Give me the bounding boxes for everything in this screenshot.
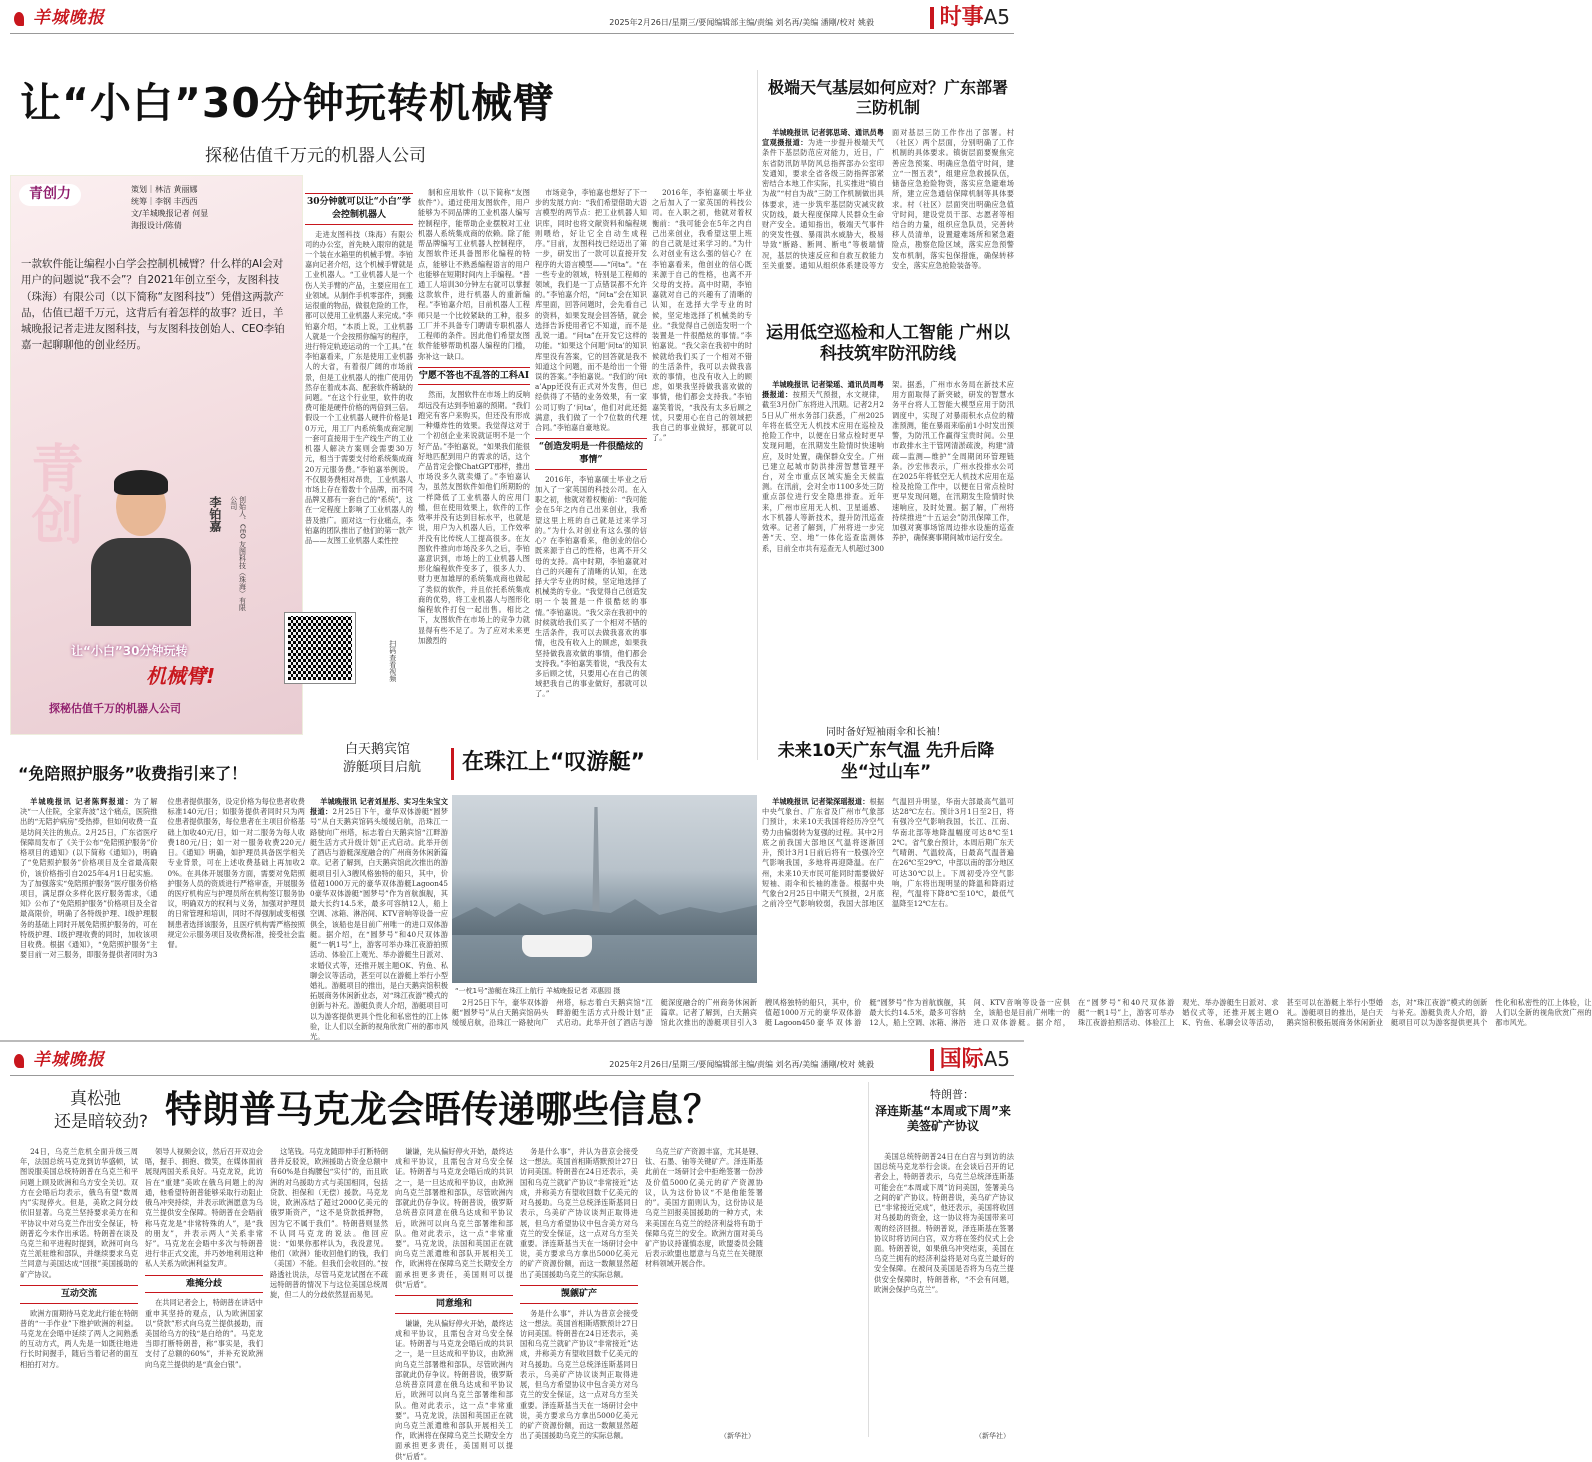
intl-col-2: 领导人视频会议，然后召开双边会晤，握手、拥抱、微笑，在媒体面前展现两国关系良好。马克龙说，此访旨在“重建”美欧在俄乌问题上的沟通，他希望特朗普能够采取行动阻止俄乌冲突持续，并表示欧洲愿意为乌克兰提供安全保障。特朗普在会晤前称马克龙是“非常特殊的人”，是“我的朋友”，并表示两人“关系非常好”。马克龙在会晤中多次与特朗普进行非正式交流，并巧妙地利用这种私人关系为欧洲利益发声。 难掩分歧 在共同记者会上，特朗普在讲话中重申其坚持的观点，认为欧洲国家以“贷款”形式向乌克兰提供援助，而美国给乌方的钱“是白给的”。马克龙当即打断特朗普，称“事实是，我们支付了总额的60%”，并补充说欧洲向乌克兰提供的是“真金白银”。 — [145, 1147, 263, 1369]
tour-caption: “一枕1号”游艇在珠江上航行 羊城晚报记者 邓惠园 摄 — [455, 987, 621, 995]
flood-headline: 极端天气基层如何应对？广东部署三防机制 — [767, 78, 1008, 117]
intl-col-3: 这笔钱。马克龙随即伸手打断特朗普并反驳说，欧洲援助占资金总额中有60%是自掏腰包“实付”的，而且欧洲的对乌援助方式与美国相同，包括贷款、担保和（无偿）援款。马克龙说，欧洲冻结了超过2000亿美元的俄罗斯资产，“这不是贷款抵押物，因为它不属于我们”。特朗普则显然不认同马克龙的说法。他回应说：“如果你那样认为，我没意见。他们（欧洲）能收回他们的钱，我们（美国）不能。但我们会收回的。”按路透社说法，尽管马克龙试图在不疏远特朗普的情况下与这位美国总统周旋，但二人的分歧依然显而易见。 — [270, 1147, 388, 1300]
flame-icon — [14, 12, 24, 26]
side-kicker: 特朗普： — [930, 1088, 974, 1101]
right-divider — [757, 70, 758, 760]
intl-headline: 特朗普马克龙会晤传递哪些信息？ — [165, 1088, 720, 1131]
newspaper-logo-2: 羊城晚报 — [14, 1050, 105, 1071]
lead-poster — [10, 175, 303, 735]
intl-sign: （新华社） — [720, 1432, 755, 1440]
person-body — [91, 538, 191, 626]
masthead-bottom — [10, 1046, 1014, 1076]
masthead-info: 2025年2月26日/星期三/要闻编辑部主编/责编 刘名再/美编 潘剛/校对 姚毅 — [609, 18, 874, 27]
intl-col-1: 24日，乌克兰危机全面升级三周年，法国总统马克龙到访华盛顿，试图说服美国总统特朗普在乌克兰和平问题上顾及欧洲和乌方安全关切。双方在会晤后均表示，俄乌有望“数周内”实现停火。但是，美欧之间分歧依旧显著。乌克兰坚持要求美方在和平协议中对乌克兰作出安全保证，特朗普迄今未作出承诺。特朗普在谈及乌克兰和平进程时提到，欧洲可向乌克兰派驻维和部队，并继续要求乌克兰同意与美国达成“回报”美国援助的矿产协议。 互动交流 欧洲方面期待马克龙此行能在特朗普的“一手作业”下维护欧洲的利益。马克龙在会晤中延续了两人之间熟悉的互动方式，两人先是一如既往地进行长时间握手，随后当着记者的面互相拍打对方。 — [20, 1147, 138, 1369]
intl-col-6: 乌克兰矿产资源丰富，尤其是锂、钛、石墨、铀等关键矿产。泽连斯基此前在一场研讨会中拒绝签署一份涉及价值5000亿美元的矿产资源协议，认为这份协议“不是他能签署的”。美国方面则认为，这份协议是乌克兰回报美国援助的一种方式，未来美国在乌克兰的经济利益将有助于保障乌克兰的安全。欧洲方面对美乌矿产协议持谨慎态度，欧盟委员会随后表示欧盟也愿意与乌克兰在关键原材料领域开展合作。 — [645, 1147, 763, 1269]
intl-col-4: 谦谦，先从偏好停火开始，最终达成和平协议，且需包含对乌安全保证。特朗普与马克龙会晤后成的共识之一，是一旦达成和平协议，由欧洲向乌克兰部署维和部队，尽管欧洲内部就此仍存争议。特朗普说，俄罗斯总统普京同意在俄乌达成和平协议后，欧洲可以向乌克兰部署维和部队。他对此表示，这一点“非常重要”。马克龙说，法国和英国正在就向乌克兰派遣维和部队开展相关工作，欧洲将在保障乌克兰长期安全方面承担更多责任，美国则可以提供“后盾”。 同意维和 谦谦，先从偏好停火开始，最终达成和平协议，且需包含对乌安全保证。特朗普与马克龙会晤后成的共识之一，是一旦达成和平协议，由欧洲向乌克兰部署维和部队，尽管欧洲内部就此仍存争议。特朗普说，俄罗斯总统普京同意在俄乌达成和平协议后，欧洲可以向乌克兰部署维和部队。他对此表示，这一点“非常重要”。马克龙说，法国和英国正在就向乌克兰派遣维和部队开展相关工作，欧洲将在保障乌克兰长期安全方面承担更多责任，美国则可以提供“后盾”。 — [395, 1147, 513, 1461]
credits: 策划｜林洁 黄丽娜 统筹｜李钢 丰西西 文/羊城晚报记者 何显 海报设计/陈倩 — [131, 185, 209, 230]
tour-kicker-1: 白天鹅宾馆 — [345, 742, 411, 757]
tour-photo — [452, 795, 757, 983]
lead-subhead: 探秘估值千万元的机器人公司 — [205, 146, 426, 166]
tour-headline-bar — [451, 748, 454, 780]
lead-col-2: 制和应用软件（以下简称“友图软件”）。通过使用友图软件，用户能够为不同品牌的工业机器人编写控制程序，能帮助企业摆脱对工业机器人系统集成商的依赖。除了能帮品牌编写工业机器人控制程序，友图软件还具备图形化编程的特点，能够让不熟悉编程语言的用户也能够在短期时间内上手编程。“普通工人培训30分钟左右就可以掌握这款软件，进行机器人的重新编程。”李铂嘉介绍，目前机器人工程师只是一个比较紧缺的工种，很多工厂并不具备专门聘请专职机器人工程师的条件。因此他们希望友图软件能够帮助机器人编程的门槛，弥补这一缺口。 宁愿不答也不乱答的工科AI 然而，友图软件在市场上的反响却远没有达到李铂嘉的预期。“我们跑完有客户来购买，但还没有形成一种爆炸性的效果。我觉得这对于一个初创企业来说就证明不是一个好产品。”李铂嘉说，“如果我们能很好地匹配到用户的需求的话，这个产品肯定会像ChatGPT那样，推出市场没多久就卖爆了。”李铂嘉认为，虽然友图软件如他们所期盼的一样降低了工业机器人的应用门槛，但在使用效果上，软件的工作效率并没有达到目标水平，也就是说，用户为入机器人后，工作效率并没有比传统人工提高很多。在友图软件推向市场没多久之后，李铂嘉意识到，市场上的工业机器人图形化编程软件变多了，很多人力、财力更加雄厚的系统集成商也做起了类似的软件，并且依托系统集成商的优势，将工业机器人与图形化编程软件打包一起出售。相比之下，友图软件在市场上的竞争力就显得有些不足了。为了应对未来更加激烈的 — [418, 188, 530, 645]
intl-sub-b: 难掩分歧 — [145, 1275, 263, 1294]
intl-sub-a: 互动交流 — [20, 1285, 138, 1304]
side-divider — [868, 1082, 869, 1437]
tour-body-2: 2月25日下午，豪华双体游艇“圆梦号”从白天鹅宾馆码头缓缓启航，沿珠江一路驶向广州塔，标志着白天鹅宾馆“江畔游艇生活方式升级计划”正式启动。此举开创了酒店与游艇深度融合的广州商务休闲新篇章。记者了解到，白天鹅宾馆此次推出的游艇项目引入3艘风格独特的船只，其中，价值超1000万元的豪华双体游艇Lagoon450豪华双体游艇“圆梦号”作为首航旗舰，其最大长约14.5米，最多可容纳12人，船上空调、冰箱、淋浴间、KTV音响等设备一应俱全，该船也是目前广州唯一的进口双体游艇。据介绍，在“圆梦号”和40尺双体游艇“一帆1号”上，游客可举办珠江夜游拍照活动、体验江上观光、举办游艇生日派对、求婚仪式等，还推开展主题OK、钓鱼、私聊会议等活动，甚至可以在游艇上举行小型婚礼。游艇项目的推出，是白天鹅宾馆积极拓展商务休闲新业态，对“珠江夜游”模式的创新与补充。游艇负责人介绍，游艇项目可以为游客提供更具个性化和私密性的江上体验，让人们以全新的视角欣赏广州的都市风光。 — [452, 998, 1592, 1028]
yacht-shape — [522, 935, 592, 957]
weather-kicker: 同时备好短袖雨伞和长袖！ — [826, 727, 946, 738]
poster-slogan-2: 机械臂! — [146, 664, 216, 688]
section-label-2: 国际A5 — [930, 1046, 1010, 1074]
poster-slogan-1: 让“小白”30分钟玩转 — [71, 644, 188, 658]
lead-sub-3: “创造发明是一件很酷炫的事情” — [535, 438, 647, 470]
weather-headline: 未来10天广东气温 先升后降坐“过山车” — [777, 741, 995, 783]
skyline-shape — [452, 895, 757, 935]
poster-name: 李铂嘉 — [208, 496, 222, 532]
lead-col-3: 市场竞争，李铂嘉也想好了下一步的发展方向：“我们希望借助大语言模型的两节点：把工业机器人知识库，同时也将文献资料和编程规则喂给，好让它全自动生成程序。”目前，友图科技已经迈出了第一步，研发出了一款可以直接开发程序的大语言模型——“问ta”。“在一些专业的领域，特别是工程师的领域，我们是一丁点错误都不允许的。”李铂嘉介绍，“问ta”会在知识库里面，回答问题时，会先看自己的资料，如果发现会回答错，就会选择告诉使用者它不知道，而不是乱说一通。“问ta”在开发它这样的功能。“如果这个问题‘问ta’的知识库里没有答案，它的回答就是我不知道这个问题，而不是给出一个错误的答案。”李铂嘉说。“我们的‘问ta’App还没有正式对外发售，但已经供得了不错的业务效果，有一家公司订购了‘问ta’，他们对此还挺满意，我们做了一个7位数的代理合同。”李铂嘉自豪地说。 “创造发明是一件很酷炫的事情” 2016年，李铂嘉硕士毕业之后加入了一家英国的科技公司。在入职之初，他就对着权衡前：“我可能会在5年之内自己出来创业，我希望这里上班的自己就是过来学习的。”为什么对创业有这么强的信心？在李铂嘉看来，他创业的信心既来源于自己的性格，也离不开父母的支持。高中时期，李铂嘉就对自己的兴趣有了清晰的认知，在选择大学专业的时候，坚定地选择了机械类的专业。“我觉得自己创造发明一个装置是一件很酷炫的事情。”李铂嘉说。“我父亲在我初中的时候就给我们买了一个相对不错的生活条件，我可以去做我喜欢的事情，也没有收入上的顾虑，如果我坚持做我喜欢做的事情，他们都会支持我。”李铂嘉笑着说，“我没有太多后顾之忧，只要用心在自己的领域把我自己的事业做好，那就可以了。” — [535, 188, 647, 699]
intl-kicker-1: 真松弛 — [70, 1089, 121, 1109]
lead-headline: 让“小白”30分钟玩转机械臂 — [20, 79, 555, 127]
person-hair — [114, 470, 168, 495]
tower-shape — [592, 807, 600, 927]
lowalt-body: 羊城晚报讯 记者梁瑶、通讯员周粤摄报道：按照天气预报，水文规律，截至3月份广东将进入汛期。记者2月25日从广州水务部门获悉，广州2025年将在低空无人机技术应用在巡检及抢险工作中，以便在日常点检时更早发现问题，在汛期发生险情时快速响应，及时处置，确保群众安全。广州已建立起城市防洪排涝智慧管理平台，对全市重点区域实施全天候监测。在汛前，会对全市1100多处三防重点部位进行安全隐患排查。近年来，广州市应用无人机、卫星遥感、水下机器人等新技术，提升防汛巡查效率。记者了解到，广州将进一步完善“天、空、地”一体化巡查监测体系，目前全市共有巡查无人机超过300架。据悉，广州市水务局在新技术应用方面取得了新突破，研发的智慧水务平台将人工智能大模型应用于防汛调度中，实现了对暴雨积水点位的精准预测，能在暴雨来临前1小时发出预警，为防汛工作赢得宝贵时间。公里市政排水主干管网清淤疏浚，构建“清疏—监测—维护”全周期闭环管理链条。沙宏伟表示，广州水投排水公司在2025年将低空无人机技术应用在巡检及抢险工作中，以便在日常点检时更早发现问题，在汛期发生险情时快速响应，及时处置。据了解，广州将持续推进“十五运会”防汛保障工作，加强对赛事场馆周边排水设施的巡查养护，确保赛事期间城市运行安全。 — [762, 380, 1014, 553]
flood-body: 羊城晚报讯 记者郭思琦、通讯员粤宣观摄报道：为进一步提升极端天气条件下基层防范应对能力，近日，广东省防汛防旱防风总指挥部办公室印发通知，要求全省各级三防指挥部紧密结合本地工作实际，扎实推进“镇自为战”“村自为战”三防工作机制做出具体要求，进一步筑牢基层防灾减灾救灾防线，最大程度保障人民群众生命财产安全。通知指出，极端天气事件的突发性强、暴雨洪水威胁大，极易导致“断路、断网、断电”等极端情况，基层的快速反应和自救互救能力至关重要。通知从组织体系建设等方面对基层三防工作作出了部署。村（社区）两个层面，分别明确了工作机制的具体要求。镇街层面要聚焦完善应急预案、明确应急值守时间，建立“一图五表”，组建应急救援队伍，储备应急抢险物资，落实应急避难场所，建立应急通信保障机制等具体要求。村（社区）层面突出明确应急值守时间，建设党员干部、志愿者等相结合的力量，组织应急队员，完善转移人员清单，设置避难场所和紧急避险点，勘察危险区域，落实应急预警发布机制，落实包保措施，确保转移安全，落实应急抢险装备等。 — [762, 128, 1014, 270]
side-body: 美国总统特朗普24日在白宫与到访的法国总统马克龙举行会谈。在会谈后召开的记者会上，特朗普表示，乌克兰总统泽连斯基可能会在“本周或下周”访问美国，签署美乌之间的矿产协议。特朗普说，美乌矿产协议已“非常接近完成”，他还表示，美国将收回对乌援助的资金，这一协议将为美国带来可观的经济回报。特朗普说，泽连斯基在签署协议时将访问白宫，双方将在签约仪式上会面。特朗普说，如果俄乌冲突结束，美国在乌克兰拥有的经济利益将是对乌克兰最好的安全保障。在被问及美国是否将为乌克兰提供安全保障时，特朗普称，“不会有问题，欧洲会保护乌克兰”。 — [874, 1152, 1014, 1294]
service-body: 羊城晚报讯 记者陈辉报道：为了解决“一人住院，全家奔波”这个痛点，医院推出的“无陪护病房”受热捧，但如何收费一直是坊间关注的焦点。2月25日，广东省医疗保障局发布了《关于公布“免陪照护服务”价格项目的通知》(以下简称《通知》)，明确了“免陪照护服务”价格项目及全省最高限价，该价格指引自2025年4月1日起实施。为了加强落实“免陪照护服务”医疗服务价格项目，满足群众多样化医疗服务需求，《通知》公布了“免陪照护服务”价格项目及全省最高限价，明确了各特级护理、I级护理服务的基础上同时开展免陪照护服务的，可在特级护理、I级护理收费的同时，加收该项目收费。根据《通知》，“免陪照护服务”主要目前一对三服务，即服务提供者同时为3位患者提供服务，设定价格为每位患者收费标准140元/日；如服务提供者同时只为两位患者提供服务，每位患者在主项目价格基础上加收40元/日，如一对二服务为每人收费180元/日；如一对一服务收费220元/日。《通知》明确，如护理员具备医学相关专业背景，可在上述收费基础上再加收20%。在具体开展服务方面，需要对免陪照护服务人员的资质进行严格审查，开展服务的医疗机构应与护理员所在机构签订服务协议，明确双方的权利与义务，加强对护理员的日常管理和培训，同时不得强制或变相强制患者选择该服务，且医疗机构需严格按照规定公示服务项目及收费标准，接受社会监督。 — [20, 797, 305, 960]
tour-body: 羊城晚报讯 记者刘星彤、实习生朱宝文报道：2月25日下午，豪华双体游艇“圆梦号”从白天鹅宾馆码头缓缓启航，沿珠江一路驶向广州塔，标志着白天鹅宾馆“江畔游艇生活方式升级计划”正式启动。此举开创了酒店与游艇深度融合的广州商务休闲新篇章。记者了解到，白天鹅宾馆此次推出的游艇项目引入3艘风格独特的船只，其中，价值超1000万元的豪华双体游艇Lagoon450豪华双体游艇“圆梦号”作为首航旗舰，其最大长约14.5米，最多可容纳12人，船上空调、冰箱、淋浴间、KTV音响等设备一应俱全，该船也是目前广州唯一的进口双体游艇。据介绍，在“圆梦号”和40尺双体游艇“一帆1号”上，游客可举办珠江夜游拍照活动、体验江上观光、举办游艇生日派对、求婚仪式等，还推开展主题OK、钓鱼、私聊会议等活动，甚至可以在游艇上举行小型婚礼。游艇项目的推出，是白天鹅宾馆积极拓展商务休闲新业态，对“珠江夜游”模式的创新与补充。游艇负责人介绍，游艇项目可以为游客提供更具个性化和私密性的江上体验，让人们以全新的视角欣赏广州的都市风光。 — [310, 797, 448, 1042]
newspaper-logo: 羊城晚报 — [14, 8, 105, 29]
intl-sub-d: 觊觎矿产 — [520, 1285, 638, 1304]
masthead-info-2: 2025年2月26日/星期三/要闻编辑部主编/责编 刘名再/美编 潘剛/校对 姚毅 — [609, 1060, 874, 1069]
lowalt-headline: 运用低空巡检和人工智能 广州以科技筑牢防汛防线 — [766, 323, 1010, 365]
column-badge: 青创力 — [19, 184, 81, 206]
person-figure — [81, 466, 201, 626]
section-bar-icon — [930, 7, 934, 29]
tour-kicker-2: 游艇项目启航 — [343, 760, 422, 775]
poster-title: 创始人、CEO 友图科技（珠海）有限公司 — [229, 496, 247, 612]
flame-icon-2 — [14, 1054, 24, 1068]
service-headline: “免陪照护服务”收费指引来了！ — [18, 764, 248, 783]
lead-sub-2: 宁愿不答也不乱答的工科AI — [418, 367, 530, 386]
qr-label: 扫码查看视频 — [388, 640, 397, 682]
section-bar-icon-2 — [930, 1049, 934, 1071]
lead-intro: 一款软件能让编程小白学会控制机械臂？什么样的AI会对用户的问题说“我不会”？自2021年创立至今，友图科技（珠海）有限公司（以下简称“友图科技”）凭借这两款产品，估值已超千万元，这背后有着怎样的故事？近日，羊城晚报记者走进友图科技，与友图科技创始人、CEO李铂嘉一起聊聊他的创业经历。 — [21, 258, 285, 352]
lead-sub-1: 30分钟就可以让“小白”学会控制机器人 — [305, 193, 413, 225]
section-label: 时事A5 — [930, 4, 1010, 32]
weather-body: 羊城晚报讯 记者梁深瑶报道：根据中央气象台、广东省及广州市气象部门预计，未来10天我国将经历冷空气势力由偏弱转为复强的过程。其中2月底之前我国大部地区气温将逐渐回升，预计3月1日前后将有一股强冷空气影响我国，多地将再迎降温。在广州，未来10天市民可能同时需要做好短袖、雨伞和长袖的准备。根据中央气象台2月25日中期天气预报，2月底之前冷空气影响较弱，我国大部地区气温回升明显，华南大部最高气温可达28℃左右。预计3月1日至2日，将有强冷空气影响我国，长江、江南、华南北部等地降温幅度可达8℃至12℃。省气象台预计，本周后期广东天气晴朗、气温较高，日最高气温普遍在26℃至29℃，中部以南的部分地区可达30℃以上。下周初受冷空气影响，广东将出现明显的降温和降雨过程，气温将下降8℃至10℃，最低气温降至12℃左右。 — [762, 797, 1014, 909]
masthead-top — [10, 4, 1014, 34]
poster-side-text: 青创 — [22, 441, 82, 545]
qr-code[interactable] — [285, 613, 355, 683]
lead-col-4: 2016年，李铂嘉硕士毕业之后加入了一家英国的科技公司。在入职之初，他就对着权衡前：“我可能会在5年之内自己出来创业，我希望这里上班的自己就是过来学习的。”为什么对创业有这么强的信心？在李铂嘉看来，他创业的信心既来源于自己的性格，也离不开父母的支持。高中时期，李铂嘉就对自己的兴趣有了清晰的认知，在选择大学专业的时候，坚定地选择了机械类的专业。“我觉得自己创造发明一个装置是一件很酷炫的事情。”李铂嘉说。“我父亲在我初中的时候就给我们买了一个相对不错的生活条件，我可以去做我喜欢的事情，也没有收入上的顾虑，如果我坚持做我喜欢做的事情，他们都会支持我。”李铂嘉笑着说，“我没有太多后顾之忧，只要用心在自己的领域把我自己的事业做好，那就可以了。” — [652, 188, 752, 443]
tour-headline: 在珠江上“叹游艇” — [462, 750, 645, 775]
lead-col-1: 30分钟就可以让“小白”学会控制机器人 走进友图科技（珠海）有限公司的办公室，首先映入眼帘的就是一个装在水箱里的机械手臂。李铂嘉向记者介绍，这个机械手臂就是工业机器人。“工业机器人是一个伤人关手臂的产品，主要应用在工业领域。从制作手机零部件，到搬运很重的物品，做很危险的工作，都可以使用工业机器人来完成。”李铂嘉介绍，“本质上说，工业机器人就是一个会按照你编写的程序，进行特定轨迹运动的一个工具。”在李铂嘉看来，广东是使用工业机器人的大省，有着很广阔的市场前景，但是工业机器人的推广使用仍然存在着成本高、配套软件稀缺的问题。“在这个行业里，软件的收费可能是硬件价格的两倍到三倍。假设一个工业机器人硬件价格是10万元，用工厂内系统集成商定制一套可直接用于生产线生产的工业机器人解决方案则会需要30万元，相当于需要支付给系统集成商20万元服务费。”李铂嘉举例说。不仅服务费相对昂贵，工业机器人市场上存在着数十个品牌，而不同品牌又都有一套自己的“系统”，这在一定程度上影响了工业机器人的普及推广。面对这一行业痛点，李铂嘉的团队推出了他们的第一款产品——友图工业机器人柔性控 — [305, 188, 413, 598]
poster-slogan-3: 探秘估值千万的机器人公司 — [49, 702, 181, 715]
intl-sub-c: 同意维和 — [395, 1295, 513, 1314]
intl-col-5: 务是什么事”，并认为普京会接受这一想法。英国首相斯塔默预计27日访问美国。特朗普在24日还表示，美国和乌克兰就矿产协议“非常接近”达成，并称美方有望收回数千亿美元的对乌援助。乌克兰总统泽连斯基同日表示，乌美矿产协议谈判正取得进展，但乌方希望协议中包含美方对乌克兰的安全保证，这一点对乌方至关重要。泽连斯基当天在一场研讨会中说，美方要求乌方拿出5000亿美元的矿产资源份额，而这一数额显然超出了美国援助乌克兰的实际总额。 觊觎矿产 务是什么事”，并认为普京会接受这一想法。英国首相斯塔默预计27日访问美国。特朗普在24日还表示，美国和乌克兰就矿产协议“非常接近”达成，并称美方有望收回数千亿美元的对乌援助。乌克兰总统泽连斯基同日表示，乌美矿产协议谈判正取得进展，但乌方希望协议中包含美方对乌克兰的安全保证，这一点对乌方至关重要。泽连斯基当天在一场研讨会中说，美方要求乌方拿出5000亿美元的矿产资源份额，而这一数额显然超出了美国援助乌克兰的实际总额。 — [520, 1147, 638, 1441]
side-headline: 泽连斯基“本周或下周”来美签矿产协议 — [875, 1104, 1011, 1133]
page-bottom — [0, 1040, 1024, 1461]
intl-kicker-2: 还是暗较劲? — [54, 1112, 149, 1132]
side-sign: （新华社） — [975, 1432, 1010, 1440]
